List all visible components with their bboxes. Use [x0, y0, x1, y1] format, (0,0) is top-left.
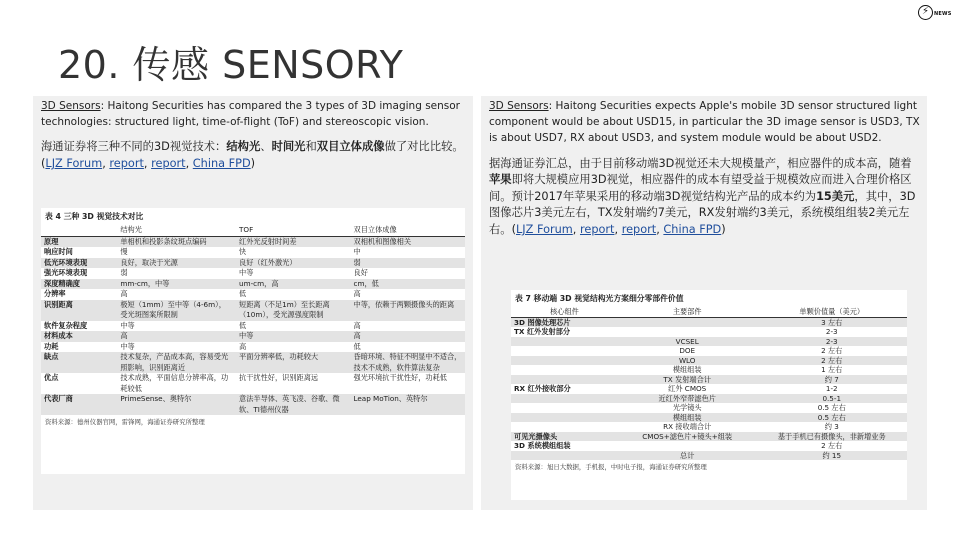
table-cell: 近红外窄带滤色片 [618, 394, 757, 404]
table-cell: TX 红外发射部分 [514, 327, 571, 336]
table-cell: 0.5 左右 [817, 403, 846, 412]
table-cell: 2-3 [825, 327, 838, 336]
table-row [41, 352, 465, 373]
table-cell: 优点 [44, 373, 59, 382]
table-cell: 强光环境表现 [44, 268, 88, 277]
table-cell: 高 [120, 289, 128, 298]
lightning-icon: ⚡ [922, 6, 930, 17]
table-row [511, 422, 907, 432]
table-row [511, 346, 907, 356]
table-cell [618, 441, 757, 451]
left-cn-bold-1: 结构光 [226, 140, 261, 154]
left-link-report-2[interactable]: report [151, 157, 186, 170]
table-row [41, 373, 465, 394]
table-cell: 强光环境抗干扰性好，功耗低 [353, 373, 447, 382]
table-4-caption: 表 4 三种 3D 视觉技术对比 [45, 212, 144, 221]
table-cell [511, 365, 618, 375]
left-cn-bold-3: 双目立体成像 [316, 140, 385, 154]
table-cell: 快 [239, 247, 247, 256]
table-cell: 技术复杂，产品成本高，容易受光照影响，识别距离近 [117, 352, 236, 373]
left-cn-post: 做了对比比较。( [41, 140, 464, 170]
table-row [41, 394, 465, 415]
right-cn-post: ，其中，3D图像芯片3美元左右，TX发射端约7美元，RX发射端约3美元，系统模组组装2美元左右。( [489, 189, 916, 236]
table-cell: 意法半导体、英飞凌、谷歌、微软、TI德州仪器 [236, 394, 350, 415]
table-cell: 3D 系统模组组装 [514, 441, 571, 450]
table-cell [511, 394, 618, 404]
table-cell: 2 左右 [821, 346, 843, 355]
table-row [41, 289, 465, 300]
slide-title: 20. 传感 SENSORY [58, 43, 404, 87]
left-cn-bold-2: 时间光 [271, 140, 306, 154]
table-cell: 代表厂商 [41, 394, 117, 415]
table-cell: mm-cm，中等 [117, 279, 236, 290]
table-row [511, 384, 907, 394]
table-cell: DOE [679, 346, 696, 355]
right-link-china-fpd[interactable]: China FPD [663, 222, 722, 236]
table-cell [511, 403, 618, 413]
table-cell: 0.5-1 [757, 394, 908, 404]
right-en-text: : Haitong Securities expects Apple's mobile 3D sensor structured light component would be about USD15, in particular the 3D image sensor is USD3, TX is about USD7, RX about USD3, and system module would be about USD2. [489, 100, 920, 145]
left-cn-close: ) [250, 157, 256, 170]
table-header-row [41, 225, 465, 236]
table-row [511, 337, 907, 347]
table-cell: 分辨率 [44, 289, 66, 298]
table-cell: 红外光反射时间差 [236, 236, 350, 247]
table-cell: 中等 [120, 341, 135, 351]
table-cell: 双相机和图像相关 [351, 236, 466, 247]
table-cell: 低 [239, 320, 247, 330]
table-row [511, 394, 907, 404]
table-cell: cm，低 [351, 279, 466, 290]
component-value-table [511, 307, 907, 460]
table-row [41, 258, 465, 269]
table-header: 单颗价值量（美元） [757, 307, 908, 317]
table-row [41, 300, 465, 321]
table-cell: RX 接收端合计 [663, 422, 712, 431]
right-link-report-1[interactable]: report [579, 222, 615, 236]
table-cell: RX 红外接收部分 [514, 384, 571, 393]
right-cn-mid: 即将大规模应用3D视觉，相应器件的成本有望受益于规模效应而进入合理价格区间。预计2017年苹果采用的移动端3D视觉结构光产品的成本约为 [489, 173, 912, 203]
tech-comparison-table [41, 225, 465, 415]
table-cell: 1 左右 [821, 365, 843, 374]
table-cell: 约 3 [824, 422, 839, 431]
left-chinese-paragraph: 海通证券将三种不同的3D视觉技术：结构光、时间光和双目立体成像做了对比比较。(LJZ Forum, report, report, China FPD) [41, 140, 464, 170]
table-row [41, 342, 465, 353]
right-en-label: 3D Sensors [489, 100, 549, 112]
tech-comparison-table-image [41, 208, 465, 474]
table-header [41, 225, 117, 236]
right-english-paragraph [489, 98, 921, 147]
table-header: 核心组件 [511, 307, 618, 317]
table-row [511, 356, 907, 366]
right-link-ljz-forum[interactable]: LJZ Forum [516, 222, 573, 236]
table-row [511, 441, 907, 451]
table-cell: 模组组装 [618, 413, 757, 423]
right-link-report-2[interactable]: report [621, 222, 657, 236]
right-cn-bold-1: 苹果 [489, 173, 512, 187]
left-english-paragraph [41, 98, 467, 130]
left-cn-pre: 海通证券将三种不同的3D视觉技术： [41, 140, 227, 154]
table-cell: PrimeSense、奥特尔 [117, 394, 236, 415]
table-cell: 约 7 [757, 375, 908, 385]
table-cell [511, 356, 618, 366]
table-row [41, 321, 465, 332]
table-cell: 高 [353, 289, 361, 298]
table-cell [511, 413, 618, 423]
table-cell [511, 337, 618, 347]
table-cell: TX 发射端合计 [618, 375, 757, 385]
table-cell: 良好（红外激光） [236, 258, 350, 269]
table-header: 结构光 [117, 225, 236, 236]
table-cell: um-cm，高 [236, 279, 350, 290]
table-cell: 2 左右 [821, 441, 843, 450]
table-cell: 中等 [239, 268, 254, 277]
table-cell [618, 317, 757, 327]
table-cell: 中 [353, 247, 361, 256]
table-cell [511, 451, 618, 461]
table-header: 双目立体成像 [351, 225, 466, 236]
table-cell: 低 [353, 341, 361, 351]
table-cell: 极短（1mm）至中等（4-6m），受光斑图案所限制 [117, 300, 236, 321]
table-cell: 高 [239, 341, 247, 351]
table-cell: 约 15 [757, 451, 908, 461]
table-cell: WLO [618, 356, 757, 366]
table-cell: 光学镜头 [672, 403, 702, 412]
table-cell: 0.5 左右 [757, 413, 908, 423]
table-cell: 低 [239, 289, 247, 298]
table-cell: 缺点 [41, 352, 117, 373]
table-cell: 总计 [618, 451, 757, 461]
table-row [41, 268, 465, 279]
table-cell: 2 左右 [757, 356, 908, 366]
table-cell [511, 375, 618, 385]
table-row [41, 236, 465, 247]
left-panel [33, 96, 473, 510]
table-cell: 材料成本 [41, 331, 117, 342]
table-row [511, 365, 907, 375]
table-row [511, 375, 907, 385]
table-cell: 基于手机已有摄像头，非新增业务 [757, 432, 908, 442]
table-row [511, 327, 907, 337]
table-cell [618, 327, 757, 337]
table-cell: 1-2 [825, 384, 838, 393]
left-link-report-1[interactable]: report [109, 157, 144, 170]
table-cell: 中等 [120, 320, 135, 330]
table-cell: 慢 [120, 247, 128, 256]
table-cell: 低光环境表现 [41, 258, 117, 269]
table-cell: 高 [117, 331, 236, 342]
table-cell: 高 [353, 320, 361, 330]
table-cell: 抗干扰性好，识别距离远 [239, 373, 319, 382]
table-header: TOF [236, 225, 350, 236]
table-cell [511, 346, 618, 356]
table-4-source: 资料来源：德州仪器官网，雷锋网，海通证券研究所整理 [45, 418, 205, 426]
right-cn-close: ) [721, 222, 726, 236]
table-cell: CMOS+滤色片+镜头+组装 [618, 432, 757, 442]
table-cell: 良好，取决于光源 [117, 258, 236, 269]
table-cell: VCSEL [618, 337, 757, 347]
table-row [511, 432, 907, 442]
table-cell: 昏暗环境、特征不明显中不适合，技术不成熟，软件算法复杂 [351, 352, 466, 373]
table-cell: 短距离（不足1m）至长距离（10m），受光源强度限制 [236, 300, 350, 321]
table-row [511, 403, 907, 413]
table-row [41, 279, 465, 290]
table-cell: 良好 [353, 268, 368, 277]
table-cell: 中等，依赖于两颗摄像头的距离 [351, 300, 466, 321]
table-row [511, 413, 907, 423]
left-en-text: : Haitong Securities has compared the 3 types of 3D imaging sensor technologies: structured light, time-of-flight (ToF) and stereoscopic vision. [41, 100, 460, 129]
table-header: 主要部件 [618, 307, 757, 317]
right-chinese-paragraph: 据海通证券汇总，由于目前移动端3D视觉还未大规模量产，相应器件的成本高，随着苹果即将大规模应用3D视觉，相应器件的成本有望受益于规模效应而进入合理价格区间。预计2017年苹果采用的移动端3D视觉结构光产品的成本约为15美元，其中，3D图像芯片3美元左右，TX发射端约7美元，RX发射端约3美元，系统模组组装2美元左右。(LJZ Forum, report, report, China FPD) [489, 156, 916, 236]
table-cell: Leap MoTion、英特尔 [351, 394, 466, 415]
table-cell: 深度精确度 [41, 279, 117, 290]
left-cn-sep-2: 和 [305, 140, 317, 154]
table-cell: 2-3 [757, 337, 908, 347]
table-row [511, 317, 907, 327]
table-cell: 3D 图像处理芯片 [511, 317, 618, 327]
left-link-china-fpd[interactable]: China FPD [192, 157, 251, 170]
table-row [41, 331, 465, 342]
table-header-row [511, 307, 907, 317]
table-cell: 红外 CMOS [668, 384, 707, 393]
table-cell: 功耗 [44, 341, 59, 351]
left-cn-sep-1: 、 [260, 140, 272, 154]
table-cell: 原理 [41, 236, 117, 247]
table-cell: 响应时间 [44, 247, 73, 256]
table-cell: 可见光摄像头 [511, 432, 618, 442]
table-7-source: 资料来源：旭日大数据，手机报，中时电子报，海通证券研究所整理 [515, 463, 707, 471]
table-cell: 软件复杂程度 [44, 320, 88, 330]
right-cn-pre: 据海通证券汇总，由于目前移动端3D视觉还未大规模量产，相应器件的成本高，随着 [489, 156, 912, 170]
table-cell: 高 [351, 331, 466, 342]
component-value-table-image [511, 290, 907, 500]
table-cell: 平面分辨率低，功耗较大 [236, 352, 350, 373]
table-cell: 模组组装 [672, 365, 702, 374]
logo-text: NEWS [934, 11, 952, 17]
table-row [41, 247, 465, 258]
table-cell: 3 左右 [757, 317, 908, 327]
table-cell: 中等 [236, 331, 350, 342]
table-cell: 弱 [120, 268, 128, 277]
table-cell: 弱 [351, 258, 466, 269]
left-en-label: 3D Sensors [41, 100, 101, 112]
left-link-ljz-forum[interactable]: LJZ Forum [45, 157, 103, 170]
right-cn-bold-2: 15美元 [816, 189, 855, 203]
right-panel [481, 96, 927, 510]
table-row [511, 451, 907, 461]
table-cell: 单相机和投影条纹斑点编码 [117, 236, 236, 247]
news-logo [918, 5, 954, 23]
table-cell [511, 422, 618, 432]
table-cell: 识别距离 [41, 300, 117, 321]
table-cell: 技术成熟，平面信息分辨率高，功耗较低 [120, 373, 229, 393]
table-7-caption: 表 7 移动端 3D 视觉结构光方案细分零部件价值 [515, 294, 684, 303]
